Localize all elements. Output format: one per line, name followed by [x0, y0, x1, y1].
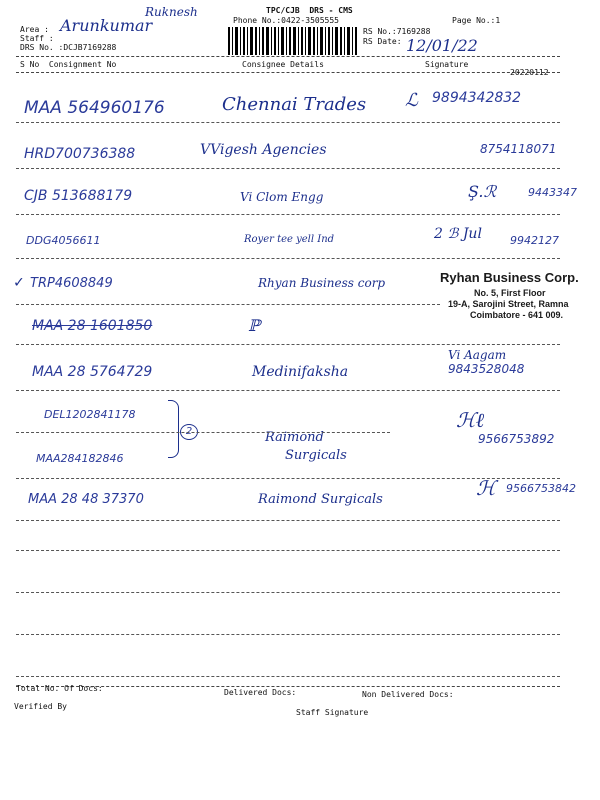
consignee-name: Royer tee yell Ind — [244, 234, 335, 245]
consignment-number: DEL1202841178 — [44, 408, 136, 421]
consignee-name: Vi Clom Engg — [240, 190, 324, 204]
staff-value: Ruknesh — [145, 5, 198, 19]
document-title: TPC/CJB DRS - CMS — [266, 6, 353, 15]
column-header-consignee: Consignee Details — [242, 60, 324, 69]
rs-date-label: RS Date: — [363, 37, 402, 46]
signature-mark: 2 ℬ Jul — [434, 226, 482, 242]
rs-date-value: 12/01/22 — [406, 36, 478, 55]
consignee-name: Rhyan Business corp — [258, 276, 386, 290]
signature-phone: 9894342832 — [432, 90, 522, 106]
consignee-name: Raimond — [265, 430, 324, 445]
consignee-name: Surgicals — [285, 448, 347, 463]
consignee-name: Medinifaksha — [252, 364, 349, 380]
signature-phone: 9566753892 — [478, 432, 555, 446]
total-docs-label: Total No. Of Docs: — [16, 684, 103, 693]
consignment-number: MAA 28 48 37370 — [28, 492, 144, 507]
signature-phone: 9443347 — [528, 186, 577, 199]
signature-mark: Vi Aagam — [448, 348, 507, 362]
stamp-company-name: Ryhan Business Corp. — [440, 270, 579, 285]
barcode — [228, 27, 358, 55]
checkmark-icon: ✓ — [14, 272, 24, 291]
group-count-badge: 2 — [180, 424, 198, 440]
cancel-mark-icon: ℙ — [248, 316, 261, 335]
delivered-docs-label: Delivered Docs: — [224, 688, 297, 697]
consignee-name: Chennai Trades — [222, 94, 367, 115]
signature-phone: 9942127 — [510, 234, 559, 247]
column-header-signature: Signature — [425, 60, 469, 69]
phone-number: Phone No.:0422-3505555 — [233, 16, 339, 25]
consignment-number: DDG4056611 — [26, 234, 101, 247]
non-delivered-docs-label: Non Delivered Docs: — [362, 690, 454, 699]
date-code: 20220112 — [510, 68, 549, 77]
consignment-number: MAA 28 1601850 — [32, 318, 153, 334]
group-bracket — [168, 400, 179, 458]
staff-signature-label: Staff Signature — [296, 708, 369, 717]
drs-number: DRS No. :DCJB7169288 — [20, 43, 117, 52]
consignment-number: TRP4608849 — [30, 276, 113, 291]
consignee-name: VVigesh Agencies — [200, 142, 327, 158]
signature-mark: ℋ — [476, 476, 496, 500]
consignee-name: Raimond Surgicals — [258, 492, 383, 507]
signature-mark: Ş.ℛ — [468, 182, 497, 201]
signature-phone: 9566753842 — [506, 482, 576, 495]
signature-phone: 9843528048 — [448, 362, 525, 376]
stamp-address-line1: No. 5, First Floor — [474, 288, 546, 298]
column-header-consignment: S No Consignment No — [20, 60, 117, 69]
area-label: Area : — [20, 25, 49, 34]
consignment-number: MAA284182846 — [36, 452, 124, 465]
signature-phone: 8754118071 — [480, 142, 557, 156]
consignment-number: CJB 513688179 — [24, 188, 133, 204]
area-value: Arunkumar — [60, 16, 153, 35]
stamp-address-line3: Coimbatore - 641 009. — [470, 310, 564, 320]
consignment-number: MAA 564960176 — [24, 98, 165, 118]
stamp-address-line2: 19-A, Sarojini Street, Ramna — [448, 299, 569, 309]
consignment-number: HRD700736388 — [24, 146, 136, 162]
rs-number: RS No.:7169288 — [363, 27, 431, 36]
signature-mark: ℒ — [405, 90, 418, 111]
consignment-number: MAA 28 5764729 — [32, 364, 153, 380]
page-number: Page No.:1 — [452, 16, 501, 25]
verified-by-label: Verified By — [14, 702, 67, 711]
staff-label: Staff : — [20, 34, 54, 43]
signature-mark: ℋℓ — [456, 408, 485, 432]
